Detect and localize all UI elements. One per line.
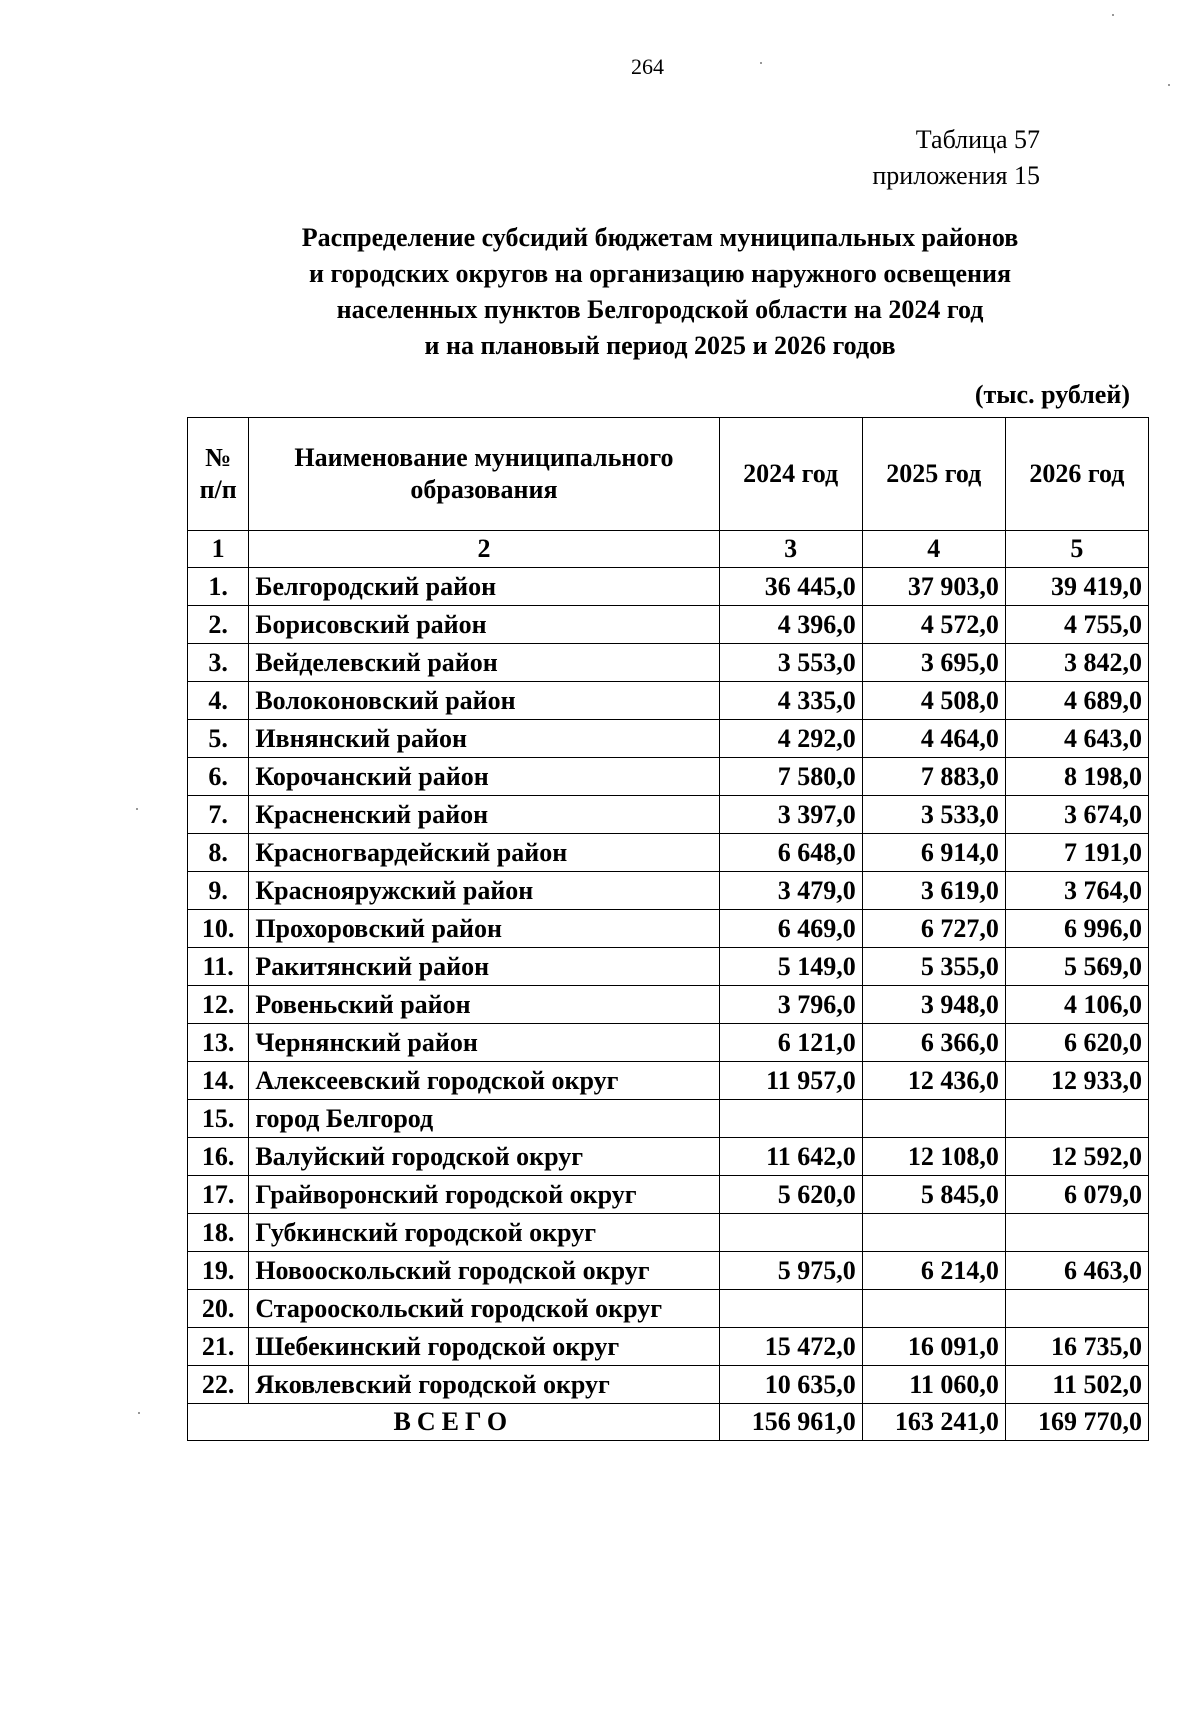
row-value-2026 xyxy=(1005,1100,1148,1138)
header-name-line2: образования xyxy=(410,475,558,504)
column-number: 4 xyxy=(862,531,1005,568)
document-title xyxy=(160,220,1160,364)
row-name: Алексеевский городской округ xyxy=(249,1062,719,1100)
row-name: Губкинский городской округ xyxy=(249,1214,719,1252)
row-value-2024: 15 472,0 xyxy=(719,1328,862,1366)
table-row xyxy=(188,986,1149,1024)
row-value-2026: 6 079,0 xyxy=(1005,1176,1148,1214)
row-value-2024: 6 121,0 xyxy=(719,1024,862,1062)
header-2025: 2025 год xyxy=(862,418,1005,531)
row-name: Старооскольский городской округ xyxy=(249,1290,719,1328)
row-value-2025: 6 727,0 xyxy=(862,910,1005,948)
total-2024: 156 961,0 xyxy=(719,1404,862,1441)
row-value-2024 xyxy=(719,1214,862,1252)
table-row xyxy=(188,606,1149,644)
row-value-2026: 11 502,0 xyxy=(1005,1366,1148,1404)
row-number: 14. xyxy=(188,1062,249,1100)
row-value-2026: 6 996,0 xyxy=(1005,910,1148,948)
row-value-2025: 6 366,0 xyxy=(862,1024,1005,1062)
table-row xyxy=(188,1290,1149,1328)
row-number: 15. xyxy=(188,1100,249,1138)
row-number: 8. xyxy=(188,834,249,872)
header-number xyxy=(188,418,249,531)
row-value-2024: 6 469,0 xyxy=(719,910,862,948)
header-2026: 2026 год xyxy=(1005,418,1148,531)
row-name: город Белгород xyxy=(249,1100,719,1138)
header-number-line2: п/п xyxy=(199,475,237,504)
row-number: 22. xyxy=(188,1366,249,1404)
total-2025: 163 241,0 xyxy=(862,1404,1005,1441)
row-value-2025: 7 883,0 xyxy=(862,758,1005,796)
row-number: 1. xyxy=(188,568,249,606)
row-value-2026: 4 106,0 xyxy=(1005,986,1148,1024)
row-value-2026: 4 643,0 xyxy=(1005,720,1148,758)
row-value-2025: 3 619,0 xyxy=(862,872,1005,910)
row-value-2024: 3 796,0 xyxy=(719,986,862,1024)
row-value-2024: 5 975,0 xyxy=(719,1252,862,1290)
row-value-2024: 36 445,0 xyxy=(719,568,862,606)
row-value-2024: 4 396,0 xyxy=(719,606,862,644)
table-row xyxy=(188,1024,1149,1062)
table-row xyxy=(188,1366,1149,1404)
row-number: 4. xyxy=(188,682,249,720)
row-value-2025: 5 845,0 xyxy=(862,1176,1005,1214)
table-row xyxy=(188,720,1149,758)
row-value-2026: 3 674,0 xyxy=(1005,796,1148,834)
row-value-2026: 7 191,0 xyxy=(1005,834,1148,872)
row-value-2025: 37 903,0 xyxy=(862,568,1005,606)
row-value-2024: 6 648,0 xyxy=(719,834,862,872)
row-number: 18. xyxy=(188,1214,249,1252)
subsidy-table xyxy=(187,417,1149,1441)
title-line3: населенных пунктов Белгородской области на 2024 год xyxy=(336,295,984,324)
table-row xyxy=(188,568,1149,606)
row-number: 13. xyxy=(188,1024,249,1062)
row-number: 6. xyxy=(188,758,249,796)
row-value-2024: 4 292,0 xyxy=(719,720,862,758)
table-reference-line2: приложения 15 xyxy=(872,161,1040,190)
row-name: Прохоровский район xyxy=(249,910,719,948)
row-name: Чернянский район xyxy=(249,1024,719,1062)
total-label: ВСЕГО xyxy=(188,1404,720,1441)
row-value-2025: 12 436,0 xyxy=(862,1062,1005,1100)
row-value-2024 xyxy=(719,1290,862,1328)
column-number: 3 xyxy=(719,531,862,568)
total-row xyxy=(188,1404,1149,1441)
column-number-row xyxy=(188,531,1149,568)
table-reference xyxy=(872,122,1040,194)
row-value-2025: 3 948,0 xyxy=(862,986,1005,1024)
row-value-2024: 3 397,0 xyxy=(719,796,862,834)
row-value-2025: 12 108,0 xyxy=(862,1138,1005,1176)
row-value-2026: 4 755,0 xyxy=(1005,606,1148,644)
row-name: Краснояружский район xyxy=(249,872,719,910)
table-row xyxy=(188,1100,1149,1138)
row-value-2026 xyxy=(1005,1290,1148,1328)
header-number-line1: № xyxy=(205,443,232,472)
row-name: Красненский район xyxy=(249,796,719,834)
row-number: 7. xyxy=(188,796,249,834)
row-name: Ровеньский район xyxy=(249,986,719,1024)
row-value-2024: 3 479,0 xyxy=(719,872,862,910)
title-line4: и на плановый период 2025 и 2026 годов xyxy=(424,331,896,360)
table-row xyxy=(188,948,1149,986)
table-row xyxy=(188,834,1149,872)
table-row xyxy=(188,758,1149,796)
row-name: Новооскольский городской округ xyxy=(249,1252,719,1290)
row-number: 17. xyxy=(188,1176,249,1214)
table-row xyxy=(188,1214,1149,1252)
row-number: 16. xyxy=(188,1138,249,1176)
row-value-2025: 4 572,0 xyxy=(862,606,1005,644)
row-number: 12. xyxy=(188,986,249,1024)
row-value-2026: 8 198,0 xyxy=(1005,758,1148,796)
row-name: Валуйский городской округ xyxy=(249,1138,719,1176)
table-row xyxy=(188,1138,1149,1176)
row-value-2024: 5 620,0 xyxy=(719,1176,862,1214)
row-number: 11. xyxy=(188,948,249,986)
row-value-2025: 5 355,0 xyxy=(862,948,1005,986)
row-name: Борисовский район xyxy=(249,606,719,644)
page-number: 264 xyxy=(631,54,664,79)
row-value-2026: 12 933,0 xyxy=(1005,1062,1148,1100)
table-row xyxy=(188,910,1149,948)
total-2026: 169 770,0 xyxy=(1005,1404,1148,1441)
row-name: Волоконовский район xyxy=(249,682,719,720)
row-value-2025: 6 214,0 xyxy=(862,1252,1005,1290)
row-name: Грайворонский городской округ xyxy=(249,1176,719,1214)
row-value-2026: 6 463,0 xyxy=(1005,1252,1148,1290)
scan-speck xyxy=(760,62,762,64)
row-value-2024: 4 335,0 xyxy=(719,682,862,720)
row-number: 2. xyxy=(188,606,249,644)
row-value-2024: 3 553,0 xyxy=(719,644,862,682)
table-row xyxy=(188,644,1149,682)
table-row xyxy=(188,1328,1149,1366)
row-value-2026: 6 620,0 xyxy=(1005,1024,1148,1062)
row-value-2025 xyxy=(862,1290,1005,1328)
row-value-2025 xyxy=(862,1100,1005,1138)
table-row xyxy=(188,872,1149,910)
scan-speck xyxy=(1112,14,1114,16)
row-value-2026: 3 764,0 xyxy=(1005,872,1148,910)
row-name: Ракитянский район xyxy=(249,948,719,986)
row-number: 21. xyxy=(188,1328,249,1366)
row-value-2024: 5 149,0 xyxy=(719,948,862,986)
column-number: 5 xyxy=(1005,531,1148,568)
row-value-2024: 10 635,0 xyxy=(719,1366,862,1404)
row-name: Шебекинский городской округ xyxy=(249,1328,719,1366)
title-line1: Распределение субсидий бюджетам муниципальных районов xyxy=(301,223,1019,252)
row-value-2025: 11 060,0 xyxy=(862,1366,1005,1404)
row-value-2026: 12 592,0 xyxy=(1005,1138,1148,1176)
row-value-2025: 3 695,0 xyxy=(862,644,1005,682)
row-value-2024: 11 642,0 xyxy=(719,1138,862,1176)
row-number: 20. xyxy=(188,1290,249,1328)
row-value-2025: 4 464,0 xyxy=(862,720,1005,758)
row-value-2024: 11 957,0 xyxy=(719,1062,862,1100)
row-value-2025: 4 508,0 xyxy=(862,682,1005,720)
row-number: 10. xyxy=(188,910,249,948)
scan-speck xyxy=(136,808,138,810)
table-row xyxy=(188,682,1149,720)
row-value-2026: 16 735,0 xyxy=(1005,1328,1148,1366)
row-value-2026: 3 842,0 xyxy=(1005,644,1148,682)
header-2024: 2024 год xyxy=(719,418,862,531)
row-value-2025: 16 091,0 xyxy=(862,1328,1005,1366)
table-row xyxy=(188,1062,1149,1100)
table-row xyxy=(188,1252,1149,1290)
row-number: 9. xyxy=(188,872,249,910)
row-name: Яковлевский городской округ xyxy=(249,1366,719,1404)
header-name xyxy=(249,418,719,531)
header-row xyxy=(188,418,1149,531)
row-value-2026: 4 689,0 xyxy=(1005,682,1148,720)
table-row xyxy=(188,1176,1149,1214)
row-value-2025: 3 533,0 xyxy=(862,796,1005,834)
header-name-line1: Наименование муниципального xyxy=(294,443,674,472)
row-name: Красногвардейский район xyxy=(249,834,719,872)
row-value-2026: 39 419,0 xyxy=(1005,568,1148,606)
row-value-2025: 6 914,0 xyxy=(862,834,1005,872)
scan-speck xyxy=(1168,84,1170,86)
scan-speck xyxy=(138,1412,140,1414)
row-value-2024: 7 580,0 xyxy=(719,758,862,796)
column-number: 2 xyxy=(249,531,719,568)
row-number: 19. xyxy=(188,1252,249,1290)
table-reference-line1: Таблица 57 xyxy=(915,125,1040,154)
row-name: Вейделевский район xyxy=(249,644,719,682)
row-name: Белгородский район xyxy=(249,568,719,606)
title-line2: и городских округов на организацию наружного освещения xyxy=(308,259,1012,288)
row-name: Ивнянский район xyxy=(249,720,719,758)
units-label: (тыс. рублей) xyxy=(974,380,1130,409)
row-number: 3. xyxy=(188,644,249,682)
column-number: 1 xyxy=(188,531,249,568)
row-name: Корочанский район xyxy=(249,758,719,796)
row-value-2025 xyxy=(862,1214,1005,1252)
table-row xyxy=(188,796,1149,834)
row-number: 5. xyxy=(188,720,249,758)
row-value-2026 xyxy=(1005,1214,1148,1252)
row-value-2026: 5 569,0 xyxy=(1005,948,1148,986)
row-value-2024 xyxy=(719,1100,862,1138)
